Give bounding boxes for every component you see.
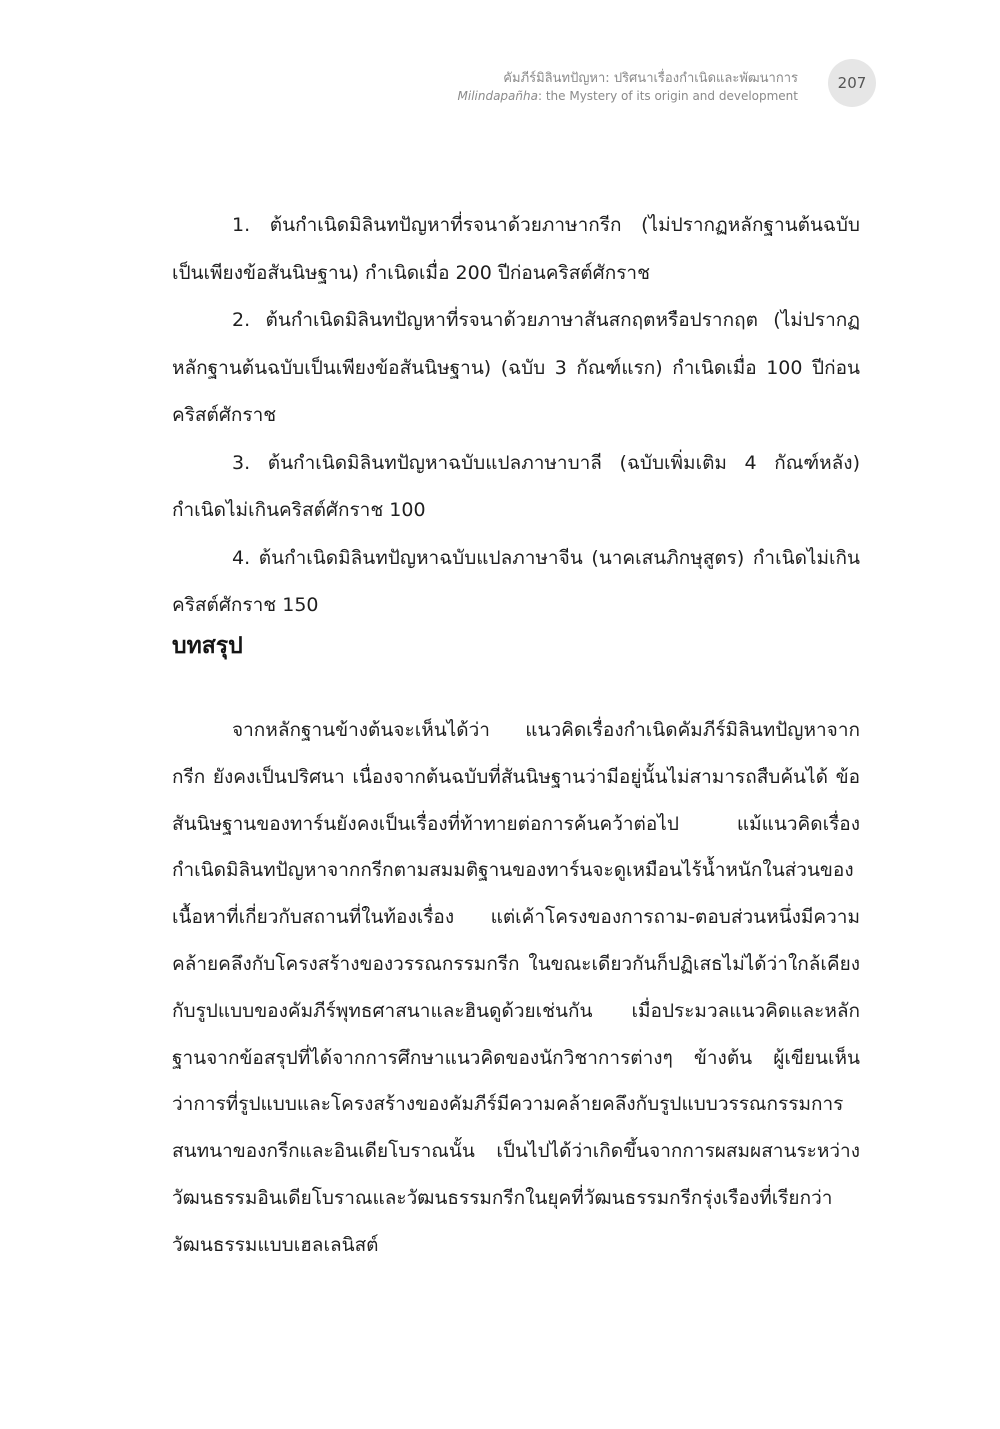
running-header <box>458 70 799 105</box>
origin-item-4: 4. ต้นกำเนิดมิลินทปัญหาฉบับแปลภาษาจีน (นาคเสนภิกษุสูตร) กำเนิดไม่เกินคริสต์ศักราช 150 <box>172 546 860 616</box>
page-number-badge: 207 <box>828 59 876 107</box>
running-header-english-title <box>458 88 799 105</box>
conclusion-heading: บทสรุป <box>172 632 243 659</box>
conclusion-paragraph: จากหลักฐานข้างต้นจะเห็นได้ว่า แนวคิดเรื่องกำเนิดคัมภีร์มิลินทปัญหาจากกรีก ยังคงเป็นปริศนา เนื่องจากต้นฉบับที่สันนิษฐานว่ามีอยู่นั้นไม่สามารถสืบค้นได้ ข้อสันนิษฐานของทาร์นยังคงเป็นเรื่องที่ท้าทายต่อการค้นคว้าต่อไป แม้แนวคิดเรื่องกำเนิดมิลินทปัญหาจากกรีกตามสมมติฐานของทาร์นจะดูเหมือนไร้น้ำหนักในส่วนของเนื้อหาที่เกี่ยวกับสถานที่ในท้องเรื่อง แต่เค้าโครงของการถาม-ตอบส่วนหนึ่งมีความคล้ายคลึงกับโครงสร้างของวรรณกรรมกรีก ในขณะเดียวกันก็ปฏิเสธไม่ได้ว่าใกล้เคียงกับรูปแบบของคัมภีร์พุทธศาสนาและฮินดูด้วยเช่นกัน เมื่อประมวลแนวคิดและหลักฐานจากข้อสรุปที่ได้จากการศึกษาแนวคิดของนักวิชาการต่างๆ ข้างต้น ผู้เขียนเห็นว่าการที่รูปแบบและโครงสร้างของคัมภีร์มีความคล้ายคลึงกับรูปแบบวรรณกรรมการสนทนาของกรีกและอินเดียโบราณนั้น เป็นไปได้ว่าเกิดขึ้นจากการผสมผสานระหว่างวัฒนธรรมอินเดียโบราณและวัฒนธรรมกรีกในยุคที่วัฒนธรรมกรีกรุ่งเรืองที่เรียกว่า วัฒนธรรมแบบเฮลเลนิสต์ <box>172 719 860 1256</box>
running-header-english-subtitle: : the Mystery of its origin and development <box>537 89 798 103</box>
origin-item-1: 1. ต้นกำเนิดมิลินทปัญหาที่รจนาด้วยภาษากรีก (ไม่ปรากฏหลักฐานต้นฉบับเป็นเพียงข้อสันนิษฐาน) กำเนิดเมื่อ 200 ปีก่อนคริสต์ศักราช <box>172 214 860 284</box>
origin-item-3: 3. ต้นกำเนิดมิลินทปัญหาฉบับแปลภาษาบาลี (ฉบับเพิ่มเติม 4 กัณฑ์หลัง) กำเนิดไม่เกินคริสต์ศักราช 100 <box>172 451 860 521</box>
running-header-italic-title: Milindapañha <box>457 89 538 103</box>
conclusion-section <box>172 707 860 1269</box>
origin-item-2: 2. ต้นกำเนิดมิลินทปัญหาที่รจนาด้วยภาษาสันสกฤตหรือปรากฤต (ไม่ปรากฏหลักฐานต้นฉบับเป็นเพียงข้อสันนิษฐาน) (ฉบับ 3 กัณฑ์แรก) กำเนิดเมื่อ 100 ปีก่อนคริสต์ศักราช <box>172 309 860 426</box>
running-header-thai-title: คัมภีร์มิลินทปัญหา: ปริศนาเรื่องกำเนิดและพัฒนาการ <box>503 71 798 86</box>
origins-list <box>172 202 860 630</box>
